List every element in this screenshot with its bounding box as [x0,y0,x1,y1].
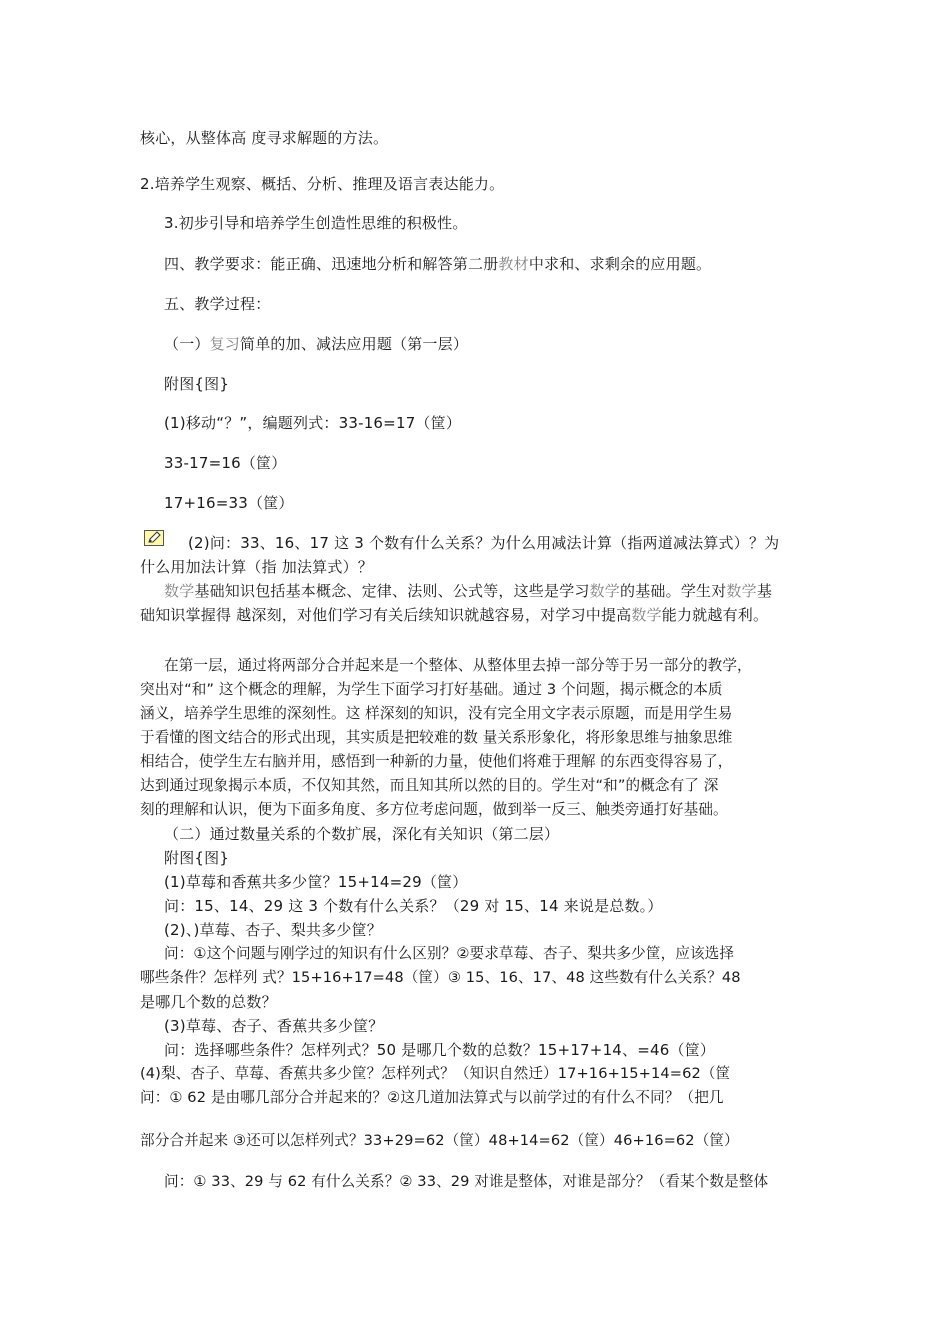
pencil-note-icon [144,530,164,546]
text-line: (4)梨、杏子、草莓、香蕉共多少筐？怎样列式？（知识自然迁）17+16+15+14=62（筐 [140,1065,731,1082]
text-line: 刻的理解和认识，便为下面多角度、多方位考虑问题，做到举一反三、触类旁通打好基础。 [140,801,728,818]
text-line: (2)问：33、16、17 这 3 个数有什么关系？为什么用减法计算（指两道减法算式）？为 [188,534,780,552]
text-line: 相结合，使学生左右脑并用，感悟到一种新的力量，使他们将难于理解 的东西变得容易了， [140,753,733,770]
link-text: 数学 [631,606,662,624]
figure-placeholder: 附图{图} [164,375,230,393]
text-line: 部分合并起来 ③还可以怎样列式？33+29=62（筐）48+14=62（筐）46+16=62（筐） [140,1132,739,1149]
text-line: (1)草莓和香蕉共多少筐？15+14=29（筐） [164,873,468,891]
text-line: 涵义，培养学生思维的深刻性。这 样深刻的知识，没有完全用文字表示原题，而是用学生易 [140,705,733,722]
link-text: 数学 [164,582,195,600]
subsection-heading: （一）复习简单的加、减法应用题（第一层） [164,335,469,353]
text-line: 问：选择哪些条件？怎样列式？50 是哪几个数的总数？15+17+14、=46（筐） [164,1041,716,1059]
text-line: 达到通过现象揭示本质，不仅知其然，而且知其所以然的目的。学生对“和”的概念有了 深 [140,777,719,794]
text-line: 什么用加法计算（指 加法算式）？ [140,558,373,576]
subsection-heading: （二）通过数量关系的个数扩展，深化有关知识（第二层） [164,825,560,843]
text-line: 突出对“和” 这个概念的理解，为学生下面学习打好基础。通过 3 个问题，揭示概念的本质 [140,681,723,698]
text-line: 是哪几个数的总数？ [140,993,277,1011]
objective-2: 2.培养学生观察、概括、分析、推理及语言表达能力。 [140,175,505,193]
text-line: (1)移动“？”，编题列式：33-16=17（筐） [164,414,462,432]
teaching-requirements: 四、教学要求：能正确、迅速地分析和解答第二册教材中求和、求剩余的应用题。 [164,255,712,273]
objective-3: 3.初步引导和培养学生创造性思维的积极性。 [164,214,468,232]
text-line: 于看懂的图文结合的形式出现，其实质是把较难的数 量关系形象化，将形象思维与抽象思维 [140,729,733,746]
text-line: 核心，从整体高 度寻求解题的方法。 [140,129,389,147]
text-line: 在第一层，通过将两部分合并起来是一个整体、从整体里去掉一部分等于另一部分的教学， [164,657,752,674]
text-line: 础知识掌握得 越深刻，对他们学习有关后续知识就越容易，对学习中提高数学能力就越有利。 [140,606,769,624]
section-heading: 五、教学过程： [164,295,271,313]
text-line: 数学基础知识包括基本概念、定律、法则、公式等，这些是学习数学的基础。学生对数学基 [164,582,773,600]
link-text: 教材 [498,255,529,273]
text-line: 问：15、14、29 这 3 个数有什么关系？（29 对 15、14 来说是总数。） [164,897,663,915]
text-line: 哪些条件？怎样列 式？15+16+17=48（筐）③ 15、16、17、48 这些数有什么关系？48 [140,969,741,986]
link-text: 数学 [726,582,757,600]
text-line: 问：① 62 是由哪几部分合并起来的？②这几道加法算式与以前学过的有什么不同？（把几 [140,1089,724,1106]
link-text: 复习 [209,335,241,353]
text-line: (3)草莓、杏子、香蕉共多少筐？ [164,1017,384,1035]
text-line: (2)、)草莓、杏子、梨共多少筐？ [164,921,383,939]
equation-line: 33-17=16（筐） [164,454,287,472]
equation-line: 17+16=33（筐） [164,494,294,512]
figure-placeholder: 附图{图} [164,849,230,867]
text-line: 问：①这个问题与刚学过的知识有什么区别？②要求草莓、杏子、梨共多少筐，应该选择 [164,945,735,962]
link-text: 数学 [589,582,621,600]
text-line: 问：① 33、29 与 62 有什么关系？② 33、29 对谁是整体，对谁是部分？（看某个数是整体 [164,1173,769,1190]
